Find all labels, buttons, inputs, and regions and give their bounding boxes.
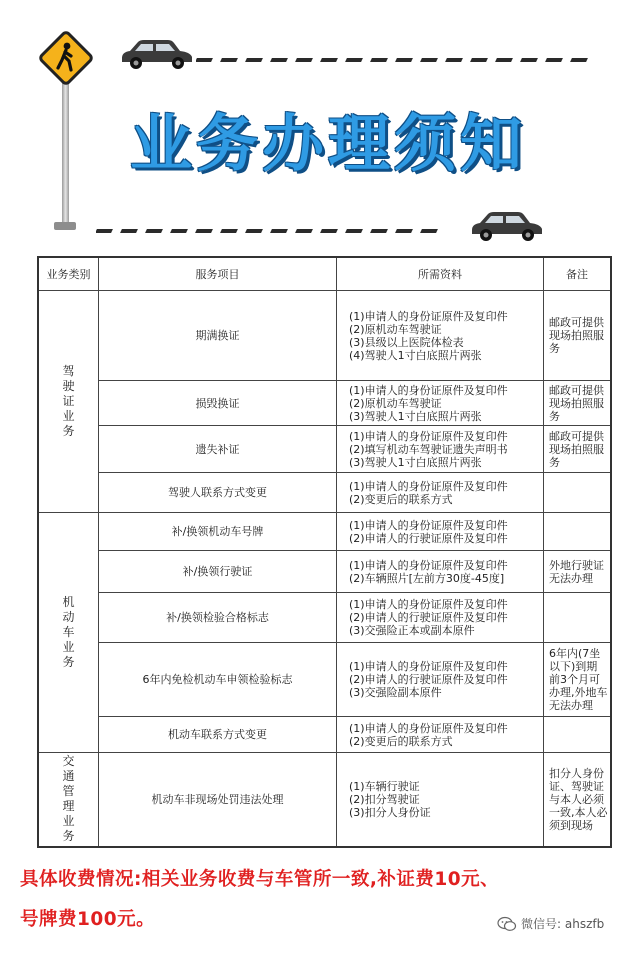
material-line: (2)填写机动车驾驶证遗失声明书 bbox=[349, 442, 508, 456]
material-line: (1)申请人的身份证原件及复印件 bbox=[349, 479, 508, 493]
sign-pole bbox=[62, 78, 69, 228]
header-materials: 所需资料 bbox=[337, 257, 544, 291]
materials-cell bbox=[337, 551, 544, 593]
wechat-watermark bbox=[497, 915, 604, 932]
service-cell: 损毁换证 bbox=[99, 381, 337, 426]
service-cell: 补/换领机动车号牌 bbox=[99, 513, 337, 551]
remark-cell bbox=[544, 473, 612, 513]
material-line: (2)车辆照片[左前方30度-45度] bbox=[349, 571, 505, 585]
materials-cell bbox=[337, 381, 544, 426]
material-line: (3)交强险副本原件 bbox=[349, 686, 442, 699]
material-line: (3)驾驶人1寸白底照片两张 bbox=[349, 409, 482, 423]
remark-cell bbox=[544, 291, 612, 381]
table-header-row bbox=[38, 257, 611, 291]
service-cell: 补/换领行驶证 bbox=[99, 551, 337, 593]
fee-line: 具体收费情况:相关业务收费与车管所一致,补证费10元、 bbox=[20, 869, 500, 890]
materials-cell bbox=[337, 643, 544, 717]
table-row bbox=[38, 753, 611, 847]
material-line: (1)车辆行驶证 bbox=[349, 779, 420, 793]
category-cell bbox=[38, 753, 99, 847]
table-row bbox=[38, 291, 611, 381]
materials-cell bbox=[337, 753, 544, 847]
category-label: 驾驶证业务 bbox=[62, 364, 75, 438]
table-row bbox=[38, 473, 611, 513]
service-cell: 遗失补证 bbox=[99, 426, 337, 473]
material-line: (1)申请人的身份证原件及复印件 bbox=[349, 558, 508, 572]
material-line: (2)变更后的联系方式 bbox=[349, 734, 453, 748]
service-cell: 机动车非现场处罚违法处理 bbox=[99, 753, 337, 847]
remark-cell bbox=[544, 551, 612, 593]
remark-cell bbox=[544, 513, 612, 551]
car-icon bbox=[466, 208, 546, 248]
materials-cell bbox=[337, 717, 544, 753]
material-line: (1)申请人的身份证原件及复印件 bbox=[349, 721, 508, 735]
wechat-id: 微信号: ahszfb bbox=[521, 917, 605, 931]
page-title: 业务办理须知 bbox=[129, 107, 526, 180]
material-line: (3)驾驶人1寸白底照片两张 bbox=[349, 455, 482, 469]
remark-cell bbox=[544, 381, 612, 426]
material-line: (2)原机动车驾驶证 bbox=[349, 396, 442, 410]
category-label: 交通管理业务 bbox=[62, 754, 75, 844]
materials-cell bbox=[337, 473, 544, 513]
service-cell: 机动车联系方式变更 bbox=[99, 717, 337, 753]
material-line: (2)变更后的联系方式 bbox=[349, 492, 453, 506]
material-line: (1)申请人的身份证原件及复印件 bbox=[349, 383, 508, 397]
service-cell: 6年内免检机动车申领检验标志 bbox=[99, 643, 337, 717]
material-line: (2)扣分驾驶证 bbox=[349, 792, 420, 806]
table-row bbox=[38, 593, 611, 643]
material-line: (1)申请人的身份证原件及复印件 bbox=[349, 309, 508, 323]
material-line: (3)交强险正本或副本原件 bbox=[349, 624, 475, 637]
material-line: (3)扣分人身份证 bbox=[349, 805, 431, 819]
category-cell bbox=[38, 513, 99, 753]
materials-cell bbox=[337, 593, 544, 643]
service-cell: 驾驶人联系方式变更 bbox=[99, 473, 337, 513]
remark-text: 邮政可提供现场拍照服务 bbox=[549, 383, 604, 423]
road-dashes-bottom bbox=[96, 229, 464, 235]
table-row bbox=[38, 381, 611, 426]
material-line: (1)申请人的身份证原件及复印件 bbox=[349, 518, 508, 532]
table-row bbox=[38, 643, 611, 717]
material-line: (1)申请人的身份证原件及复印件 bbox=[349, 660, 508, 673]
header-service: 服务项目 bbox=[99, 257, 337, 291]
header-category: 业务类别 bbox=[38, 257, 99, 291]
materials-cell bbox=[337, 426, 544, 473]
material-line: (3)县级以上医院体检表 bbox=[349, 335, 464, 349]
table-row bbox=[38, 513, 611, 551]
table-row bbox=[38, 426, 611, 473]
sign-base bbox=[54, 222, 76, 230]
remark-cell bbox=[544, 426, 612, 473]
material-line: (4)驾驶人1寸白底照片两张 bbox=[349, 348, 482, 362]
fee-line: 号牌费100元。 bbox=[20, 909, 156, 930]
remark-cell bbox=[544, 593, 612, 643]
car-icon bbox=[116, 36, 196, 76]
road-dashes-top bbox=[196, 58, 601, 64]
remark-cell bbox=[544, 643, 612, 717]
service-cell: 补/换领检验合格标志 bbox=[99, 593, 337, 643]
wechat-icon bbox=[497, 916, 517, 932]
remark-text: 扣分人身份证、驾驶证与本人必须一致,本人必须到现场 bbox=[549, 766, 608, 832]
remark-cell bbox=[544, 717, 612, 753]
material-line: (1)申请人的身份证原件及复印件 bbox=[349, 598, 508, 611]
remark-cell bbox=[544, 753, 612, 847]
header-remarks: 备注 bbox=[544, 257, 612, 291]
service-cell: 期满换证 bbox=[99, 291, 337, 381]
category-cell bbox=[38, 291, 99, 513]
pedestrian-sign-icon bbox=[38, 30, 94, 86]
header bbox=[0, 0, 640, 250]
material-line: (2)申请人的行驶证原件及复印件 bbox=[349, 531, 508, 545]
material-line: (1)申请人的身份证原件及复印件 bbox=[349, 429, 508, 443]
table-row bbox=[38, 717, 611, 753]
remark-text: 6年内(7坐以下)到期前3个月可办理,外地车无法办理 bbox=[549, 647, 608, 712]
category-label: 机动车业务 bbox=[62, 595, 75, 669]
materials-cell bbox=[337, 513, 544, 551]
materials-cell bbox=[337, 291, 544, 381]
remark-text: 外地行驶证无法办理 bbox=[549, 558, 604, 585]
table-row bbox=[38, 551, 611, 593]
remark-text: 邮政可提供现场拍照服务 bbox=[549, 429, 604, 469]
service-table bbox=[37, 256, 612, 848]
remark-text: 邮政可提供现场拍照服务 bbox=[549, 316, 604, 355]
material-line: (2)申请人的行驶证原件及复印件 bbox=[349, 611, 508, 624]
material-line: (2)原机动车驾驶证 bbox=[349, 322, 442, 336]
material-line: (2)申请人的行驶证原件及复印件 bbox=[349, 673, 508, 686]
